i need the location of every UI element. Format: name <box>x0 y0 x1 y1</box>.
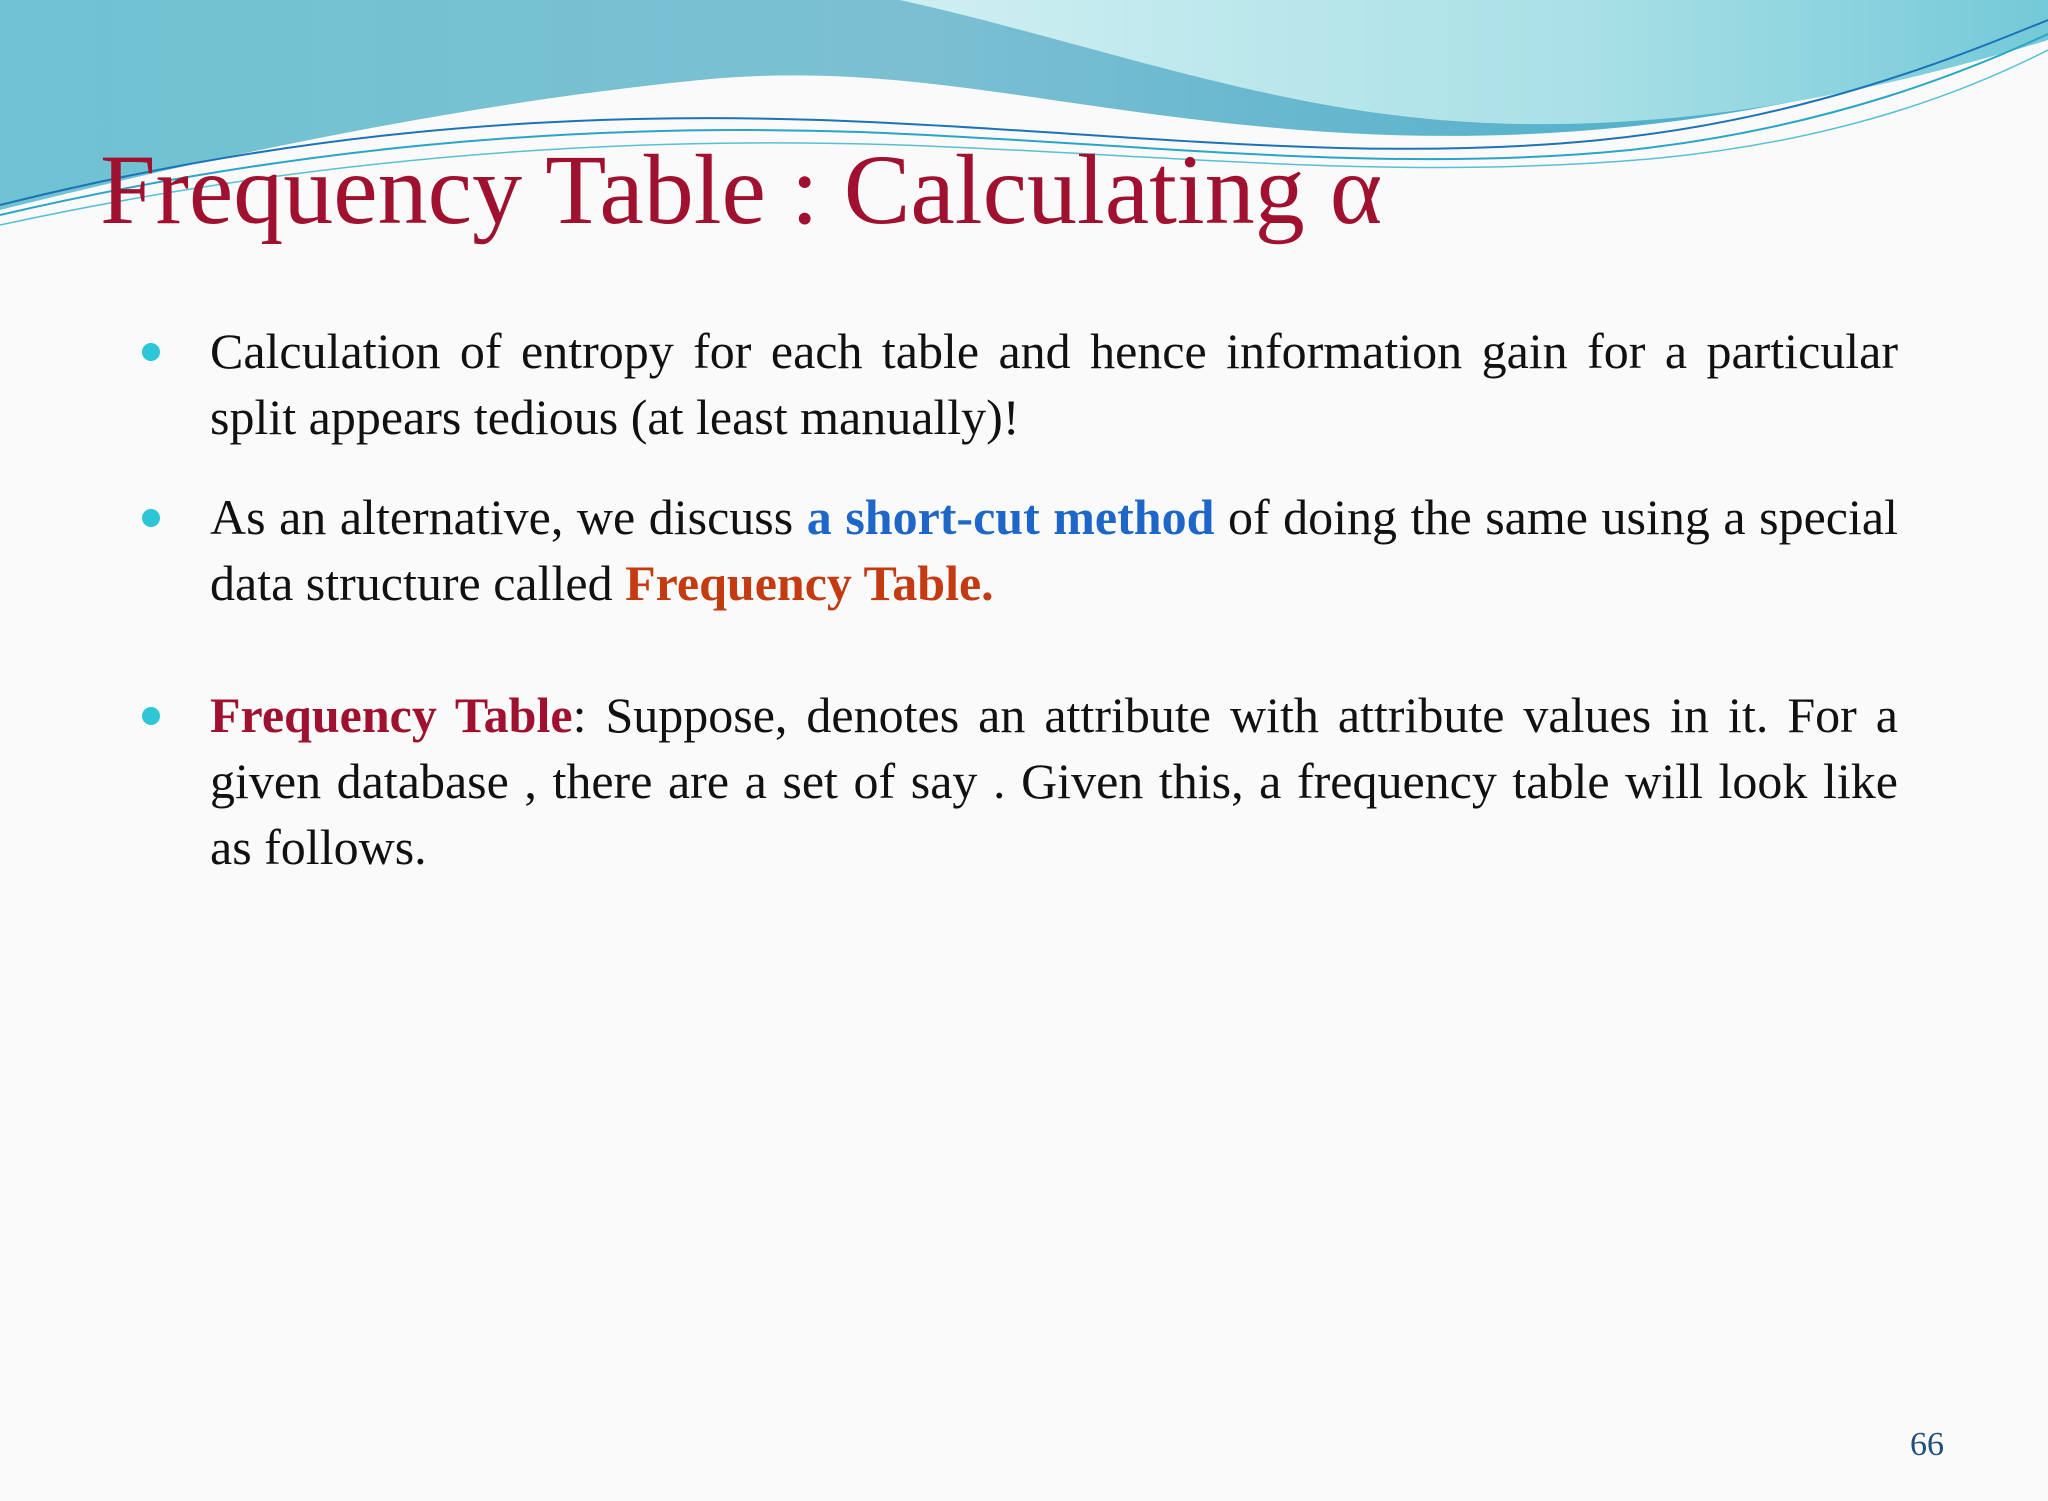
bullet-dot-icon <box>142 509 160 527</box>
bullet-item <box>138 484 1898 616</box>
bullet-item <box>138 318 1898 450</box>
frequency-table-highlight: Frequency Table. <box>625 555 994 611</box>
page-number: 66 <box>1910 1426 1944 1463</box>
bullet-text: Calculation of entropy for each table and hence information gain for a particular split appears tedious (at least manually)! <box>210 323 1898 445</box>
bullet-text: : Suppose, denotes an attribute with attribute values in it. For a given database , there are a set of say . Given this, a frequency table will look like as follows. <box>210 687 1898 875</box>
bullet-list <box>138 318 1898 880</box>
bullet-dot-icon <box>142 707 160 725</box>
short-cut-method-highlight: a short-cut method <box>806 489 1215 545</box>
bullet-dot-icon <box>142 343 160 361</box>
frequency-table-term: Frequency Table <box>210 687 573 743</box>
bullet-text-pre: As an alternative, we discuss <box>210 489 807 545</box>
slide-title: Frequency Table : Calculating α <box>100 134 1383 245</box>
bullet-item <box>138 682 1898 880</box>
bullet-text-mid: of doing the same using a special data structure called <box>210 489 1898 611</box>
